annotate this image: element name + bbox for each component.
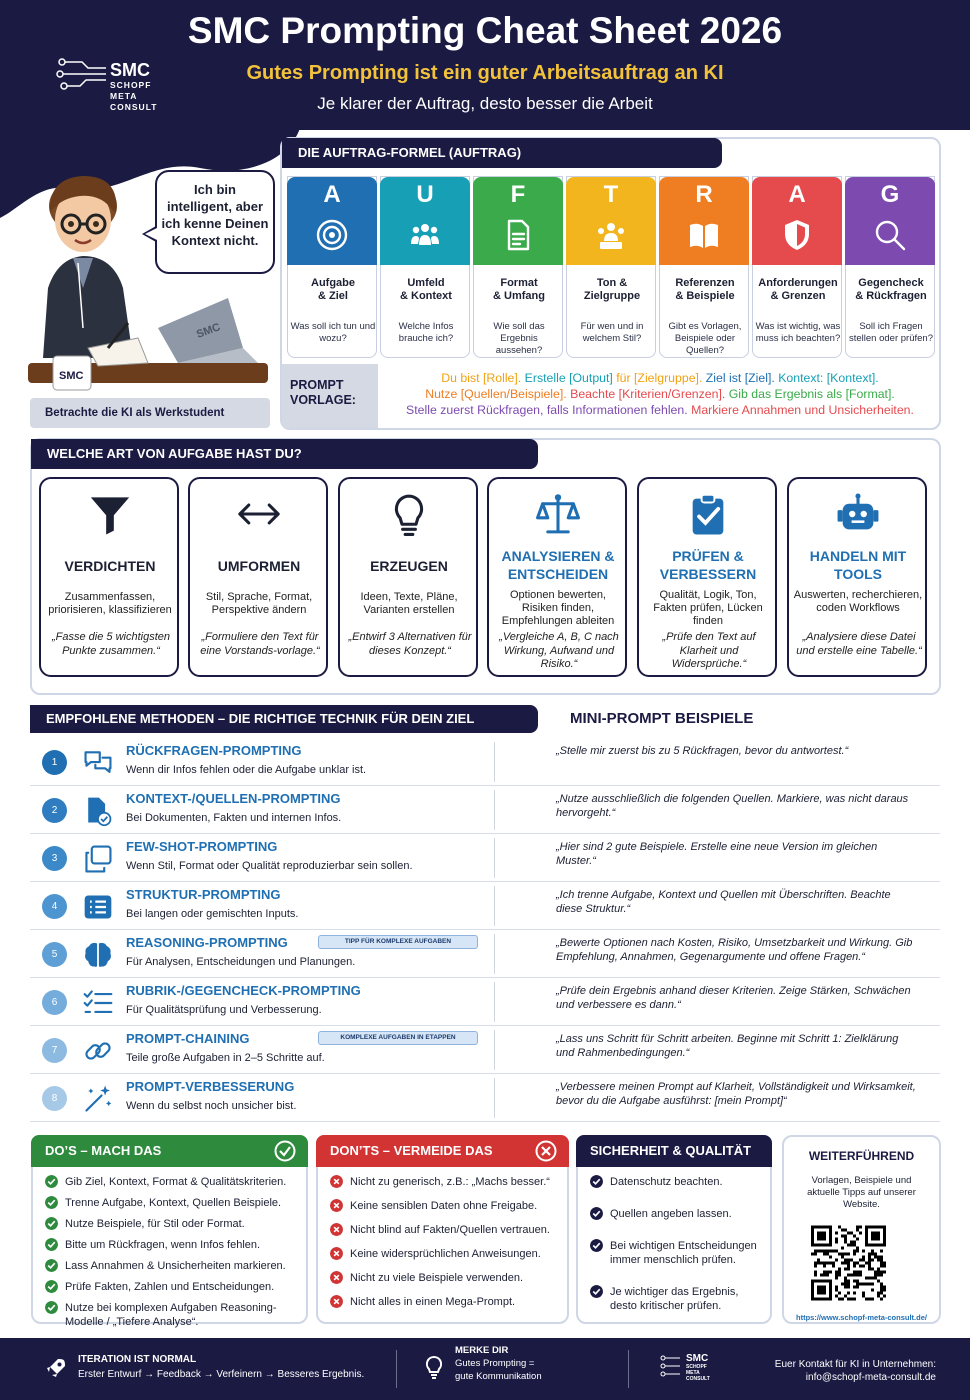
mini-prompt-example: „Prüfe dein Ergebnis anhand dieser Kriterien. Zeige Stärken, Schwächen und verbessere es dann.“ [556,985,911,1011]
funnel-icon [87,491,133,537]
method-description: Wenn dir Infos fehlen oder die Aufgabe unklar ist. [126,764,367,776]
check-icon [590,1239,603,1252]
smc-logo [56,54,186,120]
formula-column-title: Anforderungen & Grenzen [758,277,838,302]
task-description: Ideen, Texte, Pläne, Varianten erstellen [360,591,458,616]
further-heading: WEITERFÜHREND [808,1149,915,1163]
lightbulb-icon [386,491,432,537]
donts-box [316,1135,569,1324]
method-divider [494,790,495,830]
method-number: 7 [42,1038,67,1063]
security-list [588,1175,768,1331]
method-description: Für Qualitätsprüfung und Verbesserung. [126,1004,322,1016]
mini-prompt-heading: MINI-PROMPT BEISPIELE [570,710,754,727]
dont-item: Nicht blind auf Fakten/Quellen vertrauen. [328,1223,563,1237]
method-number: 8 [42,1086,67,1111]
circuit-icon [56,54,110,98]
sec-item: Datenschutz beachten. [588,1175,768,1189]
brain-icon [82,939,114,971]
x-icon [330,1175,343,1188]
method-number: 5 [42,942,67,967]
method-divider [494,742,495,782]
formula-column-u-1 [380,176,470,358]
formula-column-desc: Gibt es Vorlagen, Beispiele oder Quellen? [668,321,742,356]
formula-letter: F [510,181,526,208]
logo-text: SMC [110,60,150,80]
security-box [576,1135,772,1324]
method-title: STRUKTUR-PROMPTING [126,887,281,902]
task-description: Qualität, Logik, Ton, Fakten prüfen, Lücken finden [653,589,763,627]
mini-prompt-example: „Bewerte Optionen nach Kosten, Risiko, Umsetzbarkeit und Wirkung. Gib Empfehlung, Annahmen, Gegenargumente und offene Fragen.“ [556,937,913,963]
task-title: UMFORMEN [217,558,301,574]
formula-column-desc: Was ist wichtig, was muss ich beachten? [755,321,841,344]
check-icon [45,1217,58,1230]
task-example: „Entwirf 3 Alternativen für dieses Konzept.“ [348,631,472,657]
contact-info: Euer Kontakt für KI in Unternehmen: info@schopf-meta-consult.de [774,1359,936,1383]
template-label: PROMPT VORLAGE: [282,364,378,428]
audience-icon [593,217,629,253]
do-item: Bitte um Rückfragen, wenn Infos fehlen. [43,1238,313,1252]
target-icon [314,217,350,253]
file-check-icon [82,795,114,827]
formula-heading: DIE AUFTRAG-FORMEL (AUFTRAG) [282,138,722,168]
do-item: Nutze bei komplexen Aufgaben Reasoning-Modelle / „Tiefere Analyse“. [43,1301,313,1329]
page-tagline: Je klarer der Auftrag, desto besser die Arbeit [317,94,653,113]
task-description: Stil, Sprache, Format, Perspektive ändern [205,591,313,616]
do-item: Trenne Aufgabe, Kontext, Quellen Beispiele. [43,1196,313,1210]
merke-text1: Gutes Prompting = [455,1358,535,1369]
task-description: Auswerten, recherchieren, coden Workflows [793,589,923,614]
task-description: Optionen bewerten, Risiken finden, Empfehlungen ableiten [501,589,615,627]
check-circle-icon [274,1140,296,1162]
task-title: VERDICHTEN [64,558,156,574]
people-icon [407,217,443,253]
method-description: Teile große Aufgaben in 2–5 Schritte auf. [126,1052,325,1064]
formula-column-title: Umfeld & Kontext [400,277,452,302]
formula-letter: A [788,181,806,208]
method-row-4 [30,882,940,930]
method-divider [494,838,495,878]
method-divider [494,886,495,926]
iteration-title: ITERATION IST NORMAL [78,1354,197,1365]
task-example: „Analysiere diese Datei und erstelle eine Tabelle.“ [796,631,922,657]
x-icon [330,1199,343,1212]
formula-column-desc: Was soll ich tun und wozu? [290,321,376,344]
contact-email[interactable]: info@schopf-meta-consult.de [805,1372,936,1383]
task-example: „Prüfe den Text auf Klarheit und Widersprüche.“ [662,631,756,670]
method-title: KONTEXT-/QUELLEN-PROMPTING [126,791,341,806]
lightbulb-icon [423,1355,445,1379]
page-subtitle: Gutes Prompting ist ein guter Arbeitsauftrag an KI [246,62,724,84]
method-tag: KOMPLEXE AUFGABEN IN ETAPPEN [318,1031,478,1045]
do-item: Gib Ziel, Kontext, Format & Qualitätskriterien. [43,1175,313,1189]
formula-letter: U [416,181,434,208]
method-row-7 [30,1026,940,1074]
method-row-6 [30,978,940,1026]
method-tag: TIPP FÜR KOMPLEXE AUFGABEN [318,935,478,949]
method-divider [494,934,495,974]
method-number: 4 [42,894,67,919]
formula-letter: R [695,181,713,208]
formula-column-title: Ton & Zielgruppe [583,277,641,302]
magic-wand-icon [82,1083,114,1115]
mug-label: SMC [59,370,84,382]
website-link[interactable]: https://www.schopf-meta-consult.de/ [796,1313,927,1322]
security-heading: SICHERHEIT & QUALITÄT [576,1135,772,1167]
dos-list [43,1175,313,1336]
formula-letter: T [603,181,619,208]
x-icon [330,1295,343,1308]
task-card-1 [188,477,328,677]
task-title: HANDELN MIT TOOLS [809,548,907,582]
method-description: Bei Dokumenten, Fakten und internen Infos. [126,812,342,824]
method-description: Bei langen oder gemischten Inputs. [126,908,299,920]
x-icon [330,1223,343,1236]
x-icon [330,1271,343,1284]
formula-column-t-3 [566,176,656,358]
x-circle-icon [535,1140,557,1162]
formula-column-desc: Für wen und in welchem Stil? [580,321,644,344]
formula-column-f-2 [473,176,563,358]
method-number: 1 [42,750,67,775]
task-title: ERZEUGEN [370,558,448,574]
speech-bubble: Ich bin intelligent, aber ich kenne Deinen Kontext nicht. [155,170,275,274]
further-text: Vorlagen, Beispiele und aktuelle Tipps auf unserer Website. [807,1175,916,1210]
method-title: PROMPT-CHAINING [126,1031,250,1046]
circuit-icon [660,1354,682,1378]
formula-column-desc: Soll ich Fragen stellen oder prüfen? [849,321,933,344]
formula-column-title: Gegencheck & Rückfragen [855,277,927,302]
formula-column-header [845,177,935,265]
method-divider [494,1078,495,1118]
mini-prompt-example: „Ich trenne Aufgabe, Kontext und Quellen mit Überschriften. Beachte diese Struktur.“ [556,889,891,915]
check-icon [45,1196,58,1209]
merke-title: MERKE DIR [455,1345,509,1356]
methods-heading: EMPFOHLENE METHODEN – DIE RICHTIGE TECHNIK FÜR DEIN ZIEL [30,705,538,733]
sec-item: Bei wichtigen Entscheidungen immer menschlich prüfen. [588,1239,768,1267]
footer-logo: SMC SCHOPF META CONSULT [660,1354,720,1388]
mini-prompt-example: „Lass uns Schritt für Schritt arbeiten. Beginne mit Schritt 1: Zielklärung und Rahmenbedingungen.“ [556,1033,899,1059]
chat-bubbles-icon [82,747,114,779]
dont-item: Nicht zu generisch, z.B.: „Machs besser.“ [328,1175,563,1189]
check-icon [45,1175,58,1188]
dos-box [31,1135,308,1328]
method-row-8 [30,1074,940,1122]
method-title: REASONING-PROMPTING [126,935,288,950]
formula-column-title: Aufgabe & Ziel [311,277,355,302]
formula-letter: G [880,181,900,208]
bubble-tail-inner [145,228,157,240]
mini-prompt-example: „Verbessere meinen Prompt auf Klarheit, Vollständigkeit und Wirksamkeit, bevor du die Aufgabe ausführst: [mein Prompt]“ [556,1081,916,1107]
search-icon [872,217,908,253]
do-item: Nutze Beispiele, für Stil oder Format. [43,1217,313,1231]
dont-item: Keine sensiblen Daten ohne Freigabe. [328,1199,563,1213]
copy-icon [82,843,114,875]
chain-icon [82,1035,114,1067]
do-item: Prüfe Fakten, Zahlen und Entscheidungen. [43,1280,313,1294]
robot-icon [835,491,881,537]
method-row-3 [30,834,940,882]
formula-letter: A [323,181,341,208]
prompt-template: Du bist [Rolle]. Erstelle [Output] für [Zielgruppe]. Ziel ist [Ziel]. Kontext: [Kontext]. Nutze [Quellen/Beispiele]. Beachte [Kriterien/Grenzen]. Gib das Ergebnis als [Format]. Stelle zuerst Rückfragen, falls Informationen fehlen. Markiere Annahmen und Unsicherheiten. [406,371,914,417]
formula-column-header [752,177,842,265]
header [0,0,970,130]
check-icon [45,1301,58,1314]
task-card-5 [787,477,927,677]
method-divider [494,1030,495,1070]
formula-column-header [473,177,563,265]
laptop-label: SMC [194,321,223,341]
dont-item: Keine widersprüchlichen Anweisungen. [328,1247,563,1261]
formula-column-header [380,177,470,265]
formula-column-header [287,177,377,265]
x-icon [330,1247,343,1260]
mini-prompt-example: „Nutze ausschließlich die folgenden Quellen. Markiere, was nicht daraus hervorgeht.“ [556,793,909,819]
task-types-heading: WELCHE ART VON AUFGABE HAST DU? [31,439,538,469]
method-title: RÜCKFRAGEN-PROMPTING [126,743,302,758]
method-title: FEW-SHOT-PROMPTING [126,839,278,854]
dos-heading: DO’S – MACH DAS [31,1135,308,1167]
footer [0,1338,970,1400]
dont-item: Nicht zu viele Beispiele verwenden. [328,1271,563,1285]
task-card-3 [487,477,627,677]
check-icon [45,1259,58,1272]
formula-column-header [566,177,656,265]
page-title: SMC Prompting Cheat Sheet 2026 [187,10,783,51]
sec-item: Quellen angeben lassen. [588,1207,768,1221]
formula-column-desc: Wie soll das Ergebnis aussehen? [493,321,545,356]
logo-subtext: SCHOPF META CONSULT [110,80,158,112]
task-card-0 [39,477,179,677]
method-title: RUBRIK-/GEGENCHECK-PROMPTING [126,983,361,998]
method-row-2 [30,786,940,834]
method-number: 2 [42,798,67,823]
donts-list [328,1175,563,1319]
formula-column-r-4 [659,176,749,358]
method-number: 3 [42,846,67,871]
scales-icon [535,491,581,537]
check-icon [45,1238,58,1251]
task-title: ANALYSIEREN & ENTSCHEIDEN [501,548,615,582]
check-icon [590,1285,603,1298]
task-description: Zusammenfassen, priorisieren, klassifizieren [48,591,172,616]
shield-icon [779,217,815,253]
list-icon [82,891,114,923]
arrows-icon [236,491,282,537]
qr-code[interactable] [811,1213,886,1313]
task-example: „Formuliere den Text für eine Vorstands-vorlage.“ [200,631,320,657]
task-card-2 [338,477,478,677]
method-divider [494,982,495,1022]
sec-item: Je wichtiger das Ergebnis, desto kritischer prüfen. [588,1285,768,1313]
method-number: 6 [42,990,67,1015]
formula-column-a-0 [287,176,377,358]
formula-column-title: Referenzen & Beispiele [675,277,735,302]
method-description: Wenn Stil, Format oder Qualität reproduzierbar sein sollen. [126,860,413,872]
formula-column-header [659,177,749,265]
task-card-4 [637,477,777,677]
task-example: „Fasse die 5 wichtigsten Punkte zusammen.“ [52,631,170,657]
method-description: Wenn du selbst noch unsicher bist. [126,1100,297,1112]
method-title: PROMPT-VERBESSERUNG [126,1079,295,1094]
formula-column-a-5 [752,176,842,358]
check-icon [590,1207,603,1220]
do-item: Lass Annahmen & Unsicherheiten markieren. [43,1259,313,1273]
merke-text2: gute Kommunikation [455,1371,542,1382]
mini-prompt-example: „Hier sind 2 gute Beispiele. Erstelle eine neue Version im gleichen Muster.“ [556,841,878,867]
character-caption: Betrachte die KI als Werkstudent [30,398,270,428]
donts-heading: DON’TS – VERMEIDE DAS [316,1135,569,1167]
book-icon [686,217,722,253]
rocket-icon [44,1356,68,1380]
dont-item: Nicht alles in einen Mega-Prompt. [328,1295,563,1309]
task-title: PRÜFEN & VERBESSERN [659,548,757,582]
iteration-text: Erster Entwurf → Feedback → Verfeinern → Besseres Ergebnis. [78,1369,365,1380]
mini-prompt-example: „Stelle mir zuerst bis zu 5 Rückfragen, bevor du antwortest.“ [556,745,849,757]
clipboard-check-icon [685,491,731,537]
formula-column-g-6 [845,176,935,358]
document-icon [500,217,536,253]
formula-column-title: Format & Umfang [493,277,545,302]
check-icon [45,1280,58,1293]
method-description: Für Analysen, Entscheidungen und Planungen. [126,956,356,968]
checklist-icon [82,987,114,1019]
method-row-1 [30,738,940,786]
check-icon [590,1175,603,1188]
method-row-5 [30,930,940,978]
formula-column-desc: Welche Infos brauche ich? [398,321,454,344]
task-example: „Vergleiche A, B, C nach Wirkung, Aufwand und Risiko.“ [499,631,619,670]
